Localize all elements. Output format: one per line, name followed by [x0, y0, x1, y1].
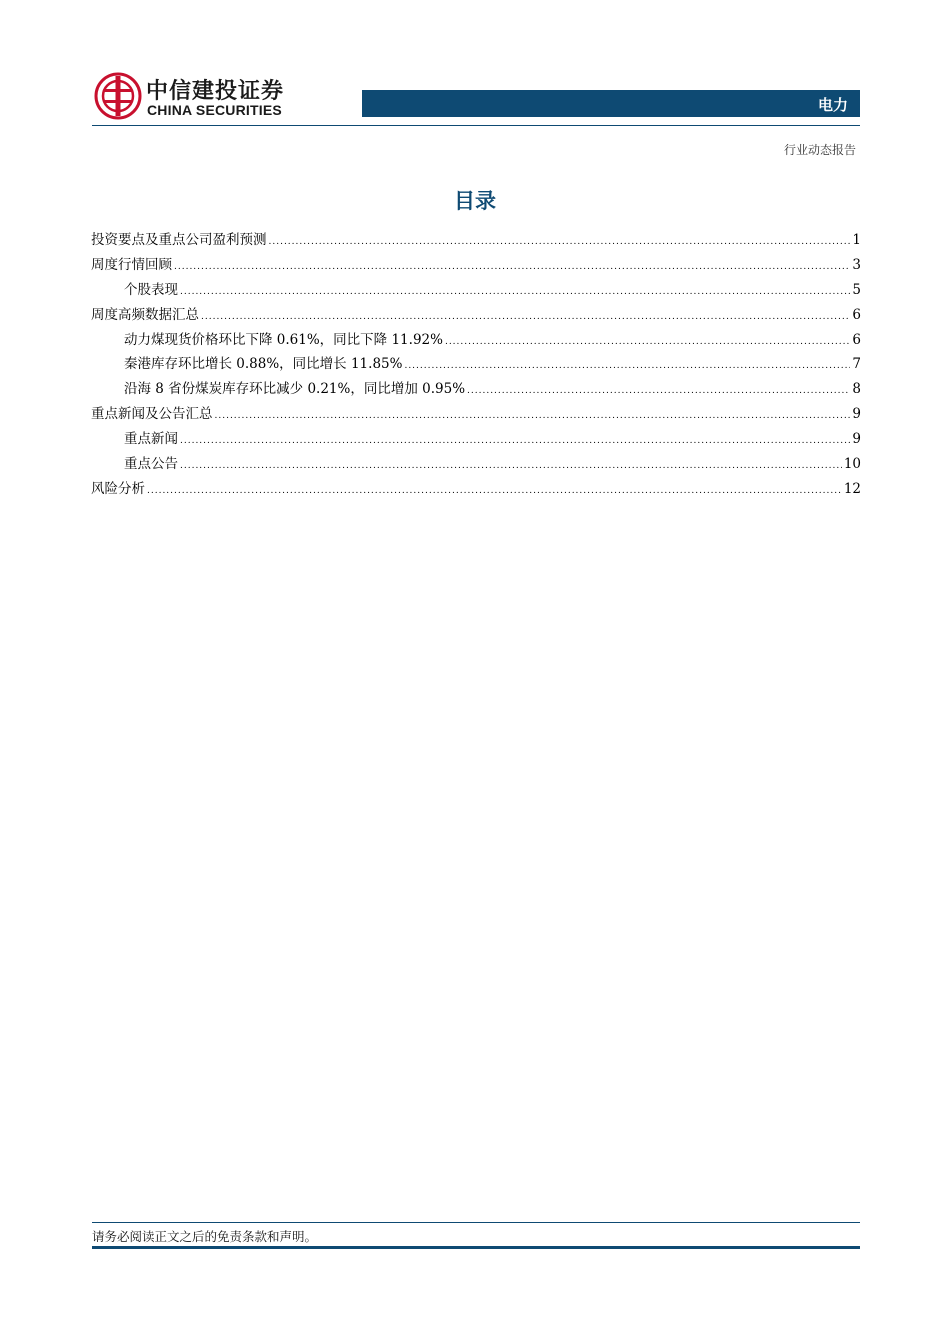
toc-entry-page: 6 — [852, 306, 861, 323]
toc-entry-page: 3 — [852, 256, 861, 273]
footer-disclaimer: 请务必阅读正文之后的免责条款和声明。 — [92, 1229, 318, 1244]
toc-entry-page: 10 — [843, 456, 861, 473]
toc-leader — [180, 461, 842, 471]
citic-logo-icon — [94, 72, 142, 120]
toc-entry[interactable] — [91, 352, 861, 377]
toc-entry[interactable] — [91, 402, 861, 427]
toc-entry-page: 9 — [852, 431, 861, 448]
toc-entry[interactable] — [91, 228, 861, 253]
section-label: 电力 — [817, 96, 848, 114]
header-bar — [362, 90, 860, 117]
table-of-contents — [91, 228, 861, 502]
report-type: 行业动态报告 — [783, 143, 856, 157]
toc-entry[interactable] — [91, 452, 861, 477]
toc-entry-text: 重点公告 — [124, 456, 178, 473]
toc-entry-page: 6 — [852, 331, 861, 348]
toc-entry-text: 沿海 8 省份煤炭库存环比减少 0.21%，同比增加 0.95% — [124, 381, 466, 398]
toc-entry[interactable] — [91, 303, 861, 328]
toc-leader — [404, 361, 850, 371]
company-logo — [94, 72, 314, 122]
toc-entry[interactable] — [91, 278, 861, 303]
toc-entry[interactable] — [91, 477, 861, 502]
toc-entry-page: 8 — [852, 381, 861, 398]
toc-entry[interactable] — [91, 253, 861, 278]
toc-entry-page: 12 — [843, 480, 861, 497]
logo-chinese-name: 中信建投证券 — [146, 79, 285, 104]
toc-entry-page: 5 — [852, 281, 861, 298]
toc-entry-text: 秦港库存环比增长 0.88%，同比增长 11.85% — [124, 356, 403, 373]
toc-entry-text: 风险分析 — [91, 480, 145, 497]
toc-entry-text: 投资要点及重点公司盈利预测 — [91, 232, 267, 248]
toc-leader — [180, 287, 850, 297]
footer-divider-top — [92, 1222, 860, 1223]
toc-entry-page: 9 — [852, 406, 861, 423]
toc-leader — [174, 262, 850, 272]
toc-leader — [215, 411, 851, 421]
toc-entry-text: 重点新闻及公告汇总 — [91, 406, 213, 423]
footer-divider-bottom — [92, 1246, 860, 1249]
toc-entry[interactable] — [91, 377, 861, 402]
toc-leader — [467, 386, 850, 396]
toc-leader — [445, 337, 850, 347]
toc-entry[interactable] — [91, 328, 861, 353]
toc-entry-text: 动力煤现货价格环比下降 0.61%，同比下降 11.92% — [124, 331, 443, 348]
toc-entry-text: 周度高频数据汇总 — [91, 306, 199, 323]
logo-english-name: CHINA SECURITIES — [147, 102, 282, 118]
toc-entry-text: 个股表现 — [124, 281, 178, 298]
toc-leader — [269, 237, 851, 247]
header-divider — [92, 125, 860, 126]
toc-entry[interactable] — [91, 427, 861, 452]
toc-leader — [147, 486, 842, 496]
toc-entry-text: 周度行情回顾 — [91, 256, 172, 273]
toc-title: 目录 — [454, 189, 496, 213]
toc-entry-text: 重点新闻 — [124, 431, 178, 448]
toc-leader — [180, 436, 850, 446]
toc-entry-page: 1 — [852, 232, 861, 248]
toc-entry-page: 7 — [852, 356, 861, 373]
toc-leader — [201, 312, 850, 322]
